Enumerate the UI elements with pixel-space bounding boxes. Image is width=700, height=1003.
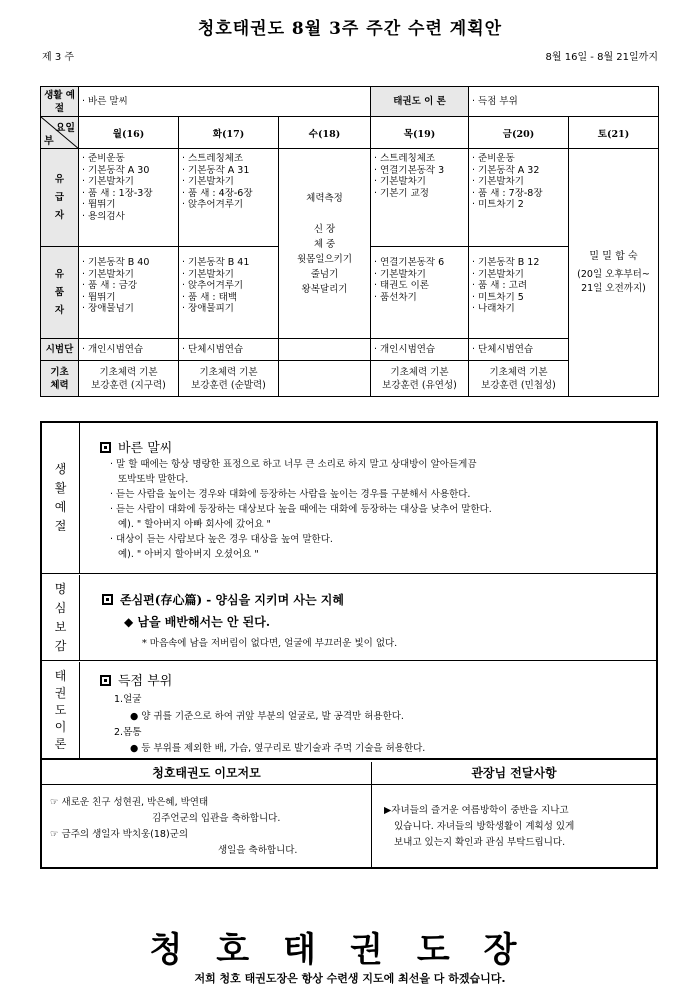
- list-item: 예). " 아버지 할아버지 오셨어요 ": [118, 549, 259, 560]
- list-item: · 준비운동: [472, 153, 515, 164]
- square-bullet-icon: [102, 594, 113, 605]
- list-item: 보강훈련 (지구력): [91, 379, 166, 391]
- poom-thu: [371, 247, 469, 339]
- theory-item2-desc: ● 등 부위를 제외한 배, 가슴, 옆구리로 발기술과 주먹 기술을 허용한다.: [130, 743, 426, 754]
- corner-header: [41, 117, 79, 149]
- list-item: · 기본동작 B 40: [82, 257, 150, 268]
- fitness-tue: [179, 361, 279, 397]
- etiquette-body: [110, 457, 650, 562]
- list-item: · 품 새 : 1장-3장: [82, 187, 153, 199]
- list-item: 윗몸일으키기: [296, 253, 353, 265]
- list-item: · 기본발차기: [182, 176, 234, 187]
- theory-item1: 1.얼굴: [114, 694, 142, 705]
- news-title: 청호태권도 이모저모: [42, 762, 372, 785]
- corner-part-label: 부: [44, 136, 54, 147]
- list-item: 기초체력 기본: [199, 366, 258, 378]
- list-item: · 기본발차기: [182, 268, 234, 280]
- list-item: · 준비운동: [82, 153, 125, 164]
- list-item: · 스트레칭체조: [182, 153, 244, 164]
- list-item: 기초체력 기본: [489, 366, 548, 378]
- fitness-thu: [371, 361, 469, 397]
- director-line1: ▶자녀들의 즐거운 여름방학이 중반을 지나고: [384, 805, 569, 816]
- proverb-sub: * 마음속에 남을 저버림이 없다면, 얼굴에 부끄러운 빛이 없다.: [142, 638, 398, 649]
- theory-side-label: 태 권 도 이 론: [42, 662, 80, 758]
- kids-tue: [179, 149, 279, 247]
- theory-title: 득점 부위: [100, 670, 172, 689]
- list-item: · 기본발차기: [374, 268, 426, 280]
- demo-fri: · 단체시범연습: [469, 339, 569, 361]
- demo-wed: [279, 339, 371, 361]
- fitness-test-title: 체력측정: [306, 192, 343, 204]
- kids-thu: [371, 149, 469, 247]
- list-item: · 듣는 사람을 높이는 경우와 대화에 등장하는 사람을 높이는 경우를 구분해서 사용한다.: [110, 489, 471, 500]
- life-etiquette-value: · 바른 말씨: [79, 87, 371, 117]
- day-sat: 토(21): [569, 117, 659, 149]
- list-item: · 기본발차기: [472, 176, 524, 187]
- fitness-wed: [279, 361, 371, 397]
- list-item: · 품 새 : 4장-6장: [182, 187, 253, 199]
- day-wed: 수(18): [279, 117, 371, 149]
- page-title: 청호태권도 8월 3주 주간 수련 계획안: [197, 19, 503, 39]
- fitness-label: 기초 체력: [41, 361, 79, 397]
- theory-item1-desc: ● 양 귀를 기준으로 하여 귀앞 부분의 얼굴로, 발 공격만 허용한다.: [130, 711, 404, 722]
- list-item: 또박또박 말한다.: [118, 474, 189, 485]
- info-box: [40, 421, 658, 869]
- list-item: 체 중: [313, 238, 336, 250]
- list-item: · 기본동작 A 30: [82, 164, 150, 176]
- list-item: · 장애물피기: [182, 303, 234, 314]
- life-etiquette-label: 생활 예절: [41, 87, 79, 117]
- list-item: · 연결기본동작 3: [374, 164, 445, 176]
- camp-line: 21일 오전까지): [581, 282, 646, 294]
- school-name: 청호태권도장: [149, 930, 551, 970]
- poom-fri: [469, 247, 569, 339]
- square-bullet-icon: [100, 675, 111, 686]
- list-item: · 기본동작 A 32: [472, 164, 540, 176]
- director-body: [372, 785, 656, 867]
- theory-value: · 득점 부위: [469, 87, 659, 117]
- weekly-plan-table: [40, 86, 659, 397]
- list-item: · 품 새 : 7장-8장: [472, 187, 543, 199]
- list-item: · 앉추어겨루기: [182, 280, 244, 291]
- sat-camp: [569, 149, 659, 397]
- list-item: · 연결기본동작 6: [374, 257, 445, 268]
- list-item: · 기본동작 A 31: [182, 164, 250, 176]
- poom-mon: [79, 247, 179, 339]
- news-line3: ☞ 금주의 생일자 박치웅(18)군의: [50, 829, 189, 840]
- list-item: · 품 새 : 태백: [182, 291, 238, 303]
- list-item: · 뜀뛰기: [82, 291, 116, 303]
- theory-item2: 2.몸통: [114, 727, 142, 738]
- list-item: · 기본발차기: [374, 176, 426, 187]
- list-item: 보강훈련 (민첩성): [481, 379, 556, 391]
- day-thu: 목(19): [371, 117, 469, 149]
- list-item: · 용의검사: [82, 210, 125, 222]
- kids-label: 유 급 자: [41, 149, 79, 247]
- list-item: · 말 할 때에는 항상 명랑한 표정으로 하고 너무 큰 소리로 하지 말고 상대방이 알아듣게끔: [110, 459, 477, 470]
- etiquette-title: 바른 말씨: [100, 437, 172, 456]
- demo-mon: · 개인시범연습: [79, 339, 179, 361]
- list-item: · 앉추어겨루기: [182, 199, 244, 210]
- list-item: · 나래차기: [472, 303, 515, 314]
- proverb-main: ◆ 남을 배반해서는 안 된다.: [124, 615, 271, 629]
- list-item: · 스트레칭체조: [374, 153, 436, 164]
- week-number: 제 3 주: [42, 52, 75, 63]
- list-item: · 미트차기 5: [472, 291, 524, 303]
- director-title: 관장님 전달사항: [372, 762, 656, 785]
- list-item: · 품선차기: [374, 291, 417, 303]
- director-line2: 있습니다. 자녀들의 방학생활이 계획성 있게: [394, 821, 575, 832]
- list-item: 신 장: [313, 223, 336, 235]
- etiquette-side-label: 생 활 예 절: [42, 423, 80, 573]
- list-item: · 기본기 교정: [374, 187, 429, 199]
- list-item: · 듣는 사람이 대화에 등장하는 대상보다 높을 때에는 대화에 등장하는 대상을 낮추어 말한다.: [110, 504, 492, 515]
- list-item: · 미트차기 2: [472, 199, 524, 210]
- corner-day-label: 요일: [55, 123, 75, 134]
- demo-thu: · 개인시범연습: [371, 339, 469, 361]
- list-item: · 태권도 이론: [374, 280, 429, 291]
- list-item: · 기본발차기: [82, 268, 134, 280]
- director-line3: 보내고 있는지 확인과 관심 부탁드립니다.: [394, 837, 566, 848]
- list-item: 기초체력 기본: [390, 366, 449, 378]
- demo-tue: · 단체시범연습: [179, 339, 279, 361]
- news-body: [42, 785, 372, 867]
- news-line2: 김주언군의 입관을 축하합니다.: [152, 813, 281, 824]
- theory-label: 태권도 이 론: [371, 87, 469, 117]
- list-item: · 기본발차기: [82, 176, 134, 187]
- list-item: · 장애물넘기: [82, 303, 134, 314]
- list-item: 왕복달리기: [301, 283, 348, 295]
- poom-label: 유 품 자: [41, 247, 79, 339]
- list-item: · 기본동작 B 12: [472, 257, 540, 268]
- day-fri: 금(20): [469, 117, 569, 149]
- etiquette-section: [42, 423, 656, 574]
- list-item: 예). " 할아버지 아빠 회사에 갔어요 ": [118, 519, 271, 530]
- theory-section: [42, 662, 656, 760]
- camp-line: (20일 오후부터~: [577, 268, 650, 280]
- list-item: · 기본동작 B 41: [182, 257, 250, 268]
- list-item: 보강훈련 (순발력): [191, 379, 266, 391]
- list-item: · 품 새 : 금강: [82, 280, 138, 291]
- square-bullet-icon: [100, 442, 111, 453]
- wed-fitness-test: [279, 149, 371, 339]
- day-tue: 화(17): [179, 117, 279, 149]
- proverb-title: 존심편(存心篇) - 양심을 지키며 사는 지혜: [102, 591, 344, 608]
- demo-label: 시범단: [41, 339, 79, 361]
- news-line1: ☞ 새로운 친구 성현권, 박은혜, 박연태: [50, 797, 209, 808]
- list-item: · 뜀뛰기: [82, 199, 116, 210]
- list-item: 보강훈련 (유연성): [382, 379, 457, 391]
- list-item: · 품 새 : 고려: [472, 280, 528, 291]
- kids-fri: [469, 149, 569, 247]
- poom-tue: [179, 247, 279, 339]
- list-item: · 기본발차기: [472, 268, 524, 280]
- kids-mon: [79, 149, 179, 247]
- list-item: 줄넘기: [310, 268, 339, 280]
- school-slogan: 저희 청호 태권도장은 항상 수련생 지도에 최선을 다 하겠습니다.: [194, 972, 506, 985]
- list-item: 기초체력 기본: [99, 366, 158, 378]
- fitness-mon: [79, 361, 179, 397]
- list-item: · 대상이 듣는 사람보다 높은 경우 대상을 높여 말한다.: [110, 534, 333, 545]
- fitness-fri: [469, 361, 569, 397]
- day-mon: 월(16): [79, 117, 179, 149]
- news-line4: 생일을 축하합니다.: [218, 845, 298, 856]
- proverb-side-label: 명 심 보 감: [42, 575, 80, 660]
- proverb-section: [42, 575, 656, 661]
- date-range: 8월 16일 - 8월 21일까지: [545, 52, 658, 63]
- camp-title: 밀 밀 합 숙: [589, 250, 638, 262]
